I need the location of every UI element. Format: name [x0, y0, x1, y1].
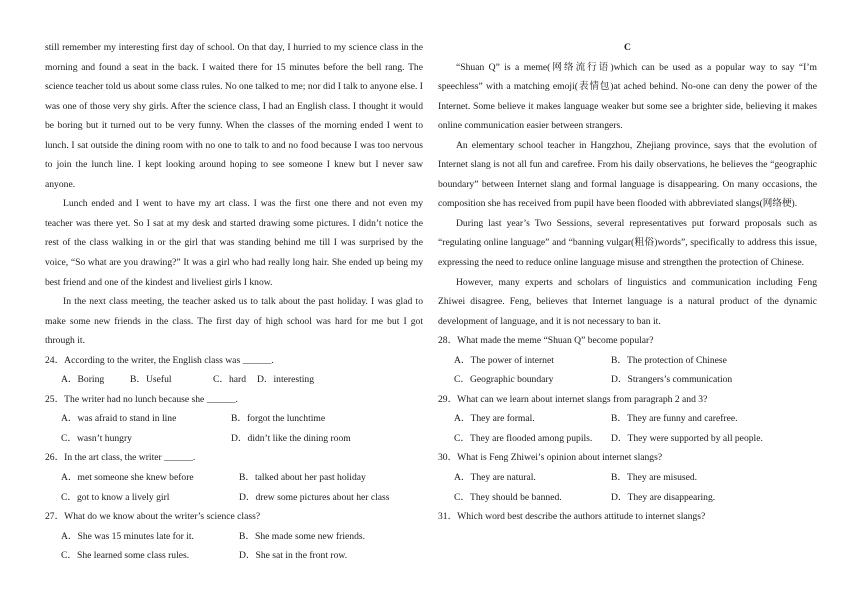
question-stem: 28．What made the meme “Shuan Q” become popular? [438, 335, 654, 347]
options-row [45, 488, 423, 508]
option-b[interactable]: B．Useful [130, 374, 172, 386]
question-29 [438, 390, 817, 449]
option-a[interactable]: A．Boring [61, 374, 105, 386]
options-row [438, 409, 817, 429]
option-b[interactable]: B．forgot the lunchtime [231, 413, 326, 425]
options-row [45, 546, 423, 566]
question-31 [438, 507, 817, 527]
options-row [45, 370, 423, 390]
passage-heading: C [624, 42, 631, 53]
question-26 [45, 448, 423, 507]
options-row [45, 527, 423, 547]
option-a[interactable]: A．met someone she knew before [61, 472, 194, 484]
options-row [438, 488, 817, 508]
passage-paragraph-3: In the next class meeting, the teacher asked us to talk about the past holiday. I was glad to make some new friends in the class. The first day of high school was hard for me but I got through it. [45, 296, 423, 347]
option-b[interactable]: B．The protection of Chinese [611, 354, 727, 366]
passage-paragraph-2: Lunch ended and I went to have my art class. I was the first one there and not even my teacher was there yet. So I sat at my desk and started drawing some pictures. I didn’t notice the rest of the class walking in or the girl that was standing behind me till I was surprised by the voice, “So what are you drawing?” It was a girl who had really long hair. She ended up being my best friend and one of the kindest and liveliest girls I know. [45, 198, 423, 288]
passage-paragraph-1: “Shuan Q” is a meme(网络流行语)which can be used as a popular way to say “I’m speechless” with a matching emoji(表情包)at ached behind. No-one can deny the power of the Internet. Some believe it makes language weaker but some see a brighter side, believing it makes online communication easier between strangers. [438, 61, 817, 132]
passage-paragraph-2: An elementary school teacher in Hangzhou, Zhejiang province, says that the evolution of Internet slang is not all fun and carefree. From his daily observations, he believes the “geographic boundary” between Internet slang and formal language is disappearing. On many occasions, the composition she has received from pupil have been flooded with abbreviated slangs(网络梗). [438, 139, 817, 210]
option-c[interactable]: C．wasn’t hungry [61, 432, 132, 444]
option-c[interactable]: C．She learned some class rules. [61, 550, 190, 562]
question-stem: 30．What is Feng Zhiwei’s opinion about internet slangs? [438, 452, 663, 464]
options-row [438, 429, 817, 449]
passage-paragraph-3: During last year’s Two Sessions, several representatives put forward proposals such as “regulating online language” and “banning vulgar(粗俗)words”, specifically to address this issue, expressing the need to reduce online language misuse and strengthen the protection of Chinese. [438, 217, 817, 269]
option-b[interactable]: B．They are misused. [611, 472, 698, 484]
question-stem: 29．What can we learn about internet slangs from paragraph 2 and 3? [438, 393, 708, 405]
question-stem: 27．What do we know about the writer’s science class? [45, 511, 261, 523]
option-c[interactable]: C．Geographic boundary [454, 374, 554, 386]
option-d[interactable]: D．They are disappearing. [611, 491, 716, 503]
options-row [45, 468, 423, 488]
option-a[interactable]: A．The power of internet [454, 354, 554, 366]
passage-paragraph-4: However, many experts and scholars of linguistics and communication including Feng Zhiwei disagree. Feng, believes that Internet language is a natural product of the dynamic development of language, and it is not necessary to ban it. [438, 276, 817, 327]
option-d[interactable]: D．They were supported by all people. [611, 432, 763, 444]
option-d[interactable]: D．interesting [257, 374, 315, 386]
option-d[interactable]: D．She sat in the front row. [239, 550, 348, 562]
question-stem: 25．The writer had no lunch because she ______. [45, 393, 238, 405]
question-stem: 31．Which word best describe the authors attitude to internet slangs? [438, 511, 706, 523]
option-c[interactable]: C．got to know a lively girl [61, 491, 170, 503]
question-25 [45, 390, 423, 449]
option-d[interactable]: D．Strangers’s communication [611, 374, 733, 386]
left-column [45, 38, 423, 566]
options-row [438, 351, 817, 371]
option-a[interactable]: A．She was 15 minutes late for it. [61, 530, 194, 542]
option-d[interactable]: D．didn’t like the dining room [231, 432, 351, 444]
question-24 [45, 351, 423, 390]
option-b[interactable]: B．talked about her past holiday [239, 472, 366, 484]
question-27 [45, 507, 423, 566]
options-row [438, 370, 817, 390]
question-28 [438, 331, 817, 390]
option-d[interactable]: D．drew some pictures about her class [239, 491, 390, 503]
options-row [45, 409, 423, 429]
option-a[interactable]: A．They are natural. [454, 472, 536, 484]
passage-paragraph-1: still remember my interesting first day of school. On that day, I hurried to my science class in the morning and found a seat in the back. I waited there for 15 minutes before the bell rang. The science teacher told us about some class rules. No one talked to me; nor did I talk to anyone else. I was one of those very shy girls. After the science class, I had an English class. I thought it would be boring but it turned out to be very funny. When the classes of the morning ended I went to lunch. I sat outside the dining room with no one to talk to and no food because I was too nervous to join the lunch line. I kept looking around hoping to see someone I knew but I never saw anyone. [45, 42, 423, 190]
option-c[interactable]: C．They are flooded among pupils. [454, 432, 593, 444]
options-row [438, 468, 817, 488]
question-stem: 26．In the art class, the writer ______. [45, 452, 196, 464]
right-column [438, 38, 817, 527]
options-row [45, 429, 423, 449]
option-c[interactable]: C．They should be banned. [454, 491, 562, 503]
option-b[interactable]: B．They are funny and carefree. [611, 413, 738, 425]
question-30 [438, 448, 817, 507]
option-c[interactable]: C．hard [213, 374, 247, 386]
option-b[interactable]: B．She made some new friends. [239, 530, 366, 542]
option-a[interactable]: A．They are formal. [454, 413, 535, 425]
question-stem: 24．According to the writer, the English class was ______. [45, 354, 274, 366]
option-a[interactable]: A．was afraid to stand in line [61, 413, 177, 425]
